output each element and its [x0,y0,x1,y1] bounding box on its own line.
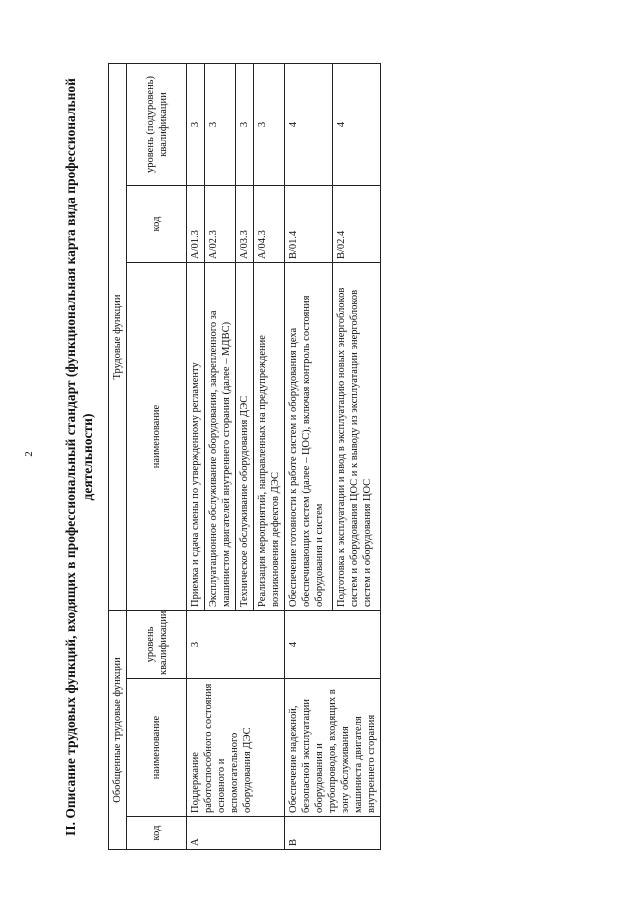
function-code: A/03.3 [236,186,254,263]
page-number: 2 [22,451,35,457]
function-level: 4 [285,63,333,185]
header-generalized: Обобщенные трудовые функции [109,611,127,850]
header-name: наименование [127,679,187,817]
function-name: Обеспечение готовности к работе систем и оборудования цеха обеспечивающих систем (далее – ЦОС), включая контроль состояния оборудования и систем [285,263,333,611]
header-function-name: наименование [127,263,187,611]
function-level: 3 [205,63,236,185]
group-level: 3 [187,611,285,679]
functional-map-table [108,63,381,850]
table-row [285,63,333,849]
header-code: код [127,817,187,850]
function-level: 4 [333,63,381,185]
function-level: 3 [254,63,285,185]
rotated-content [62,64,582,850]
function-code: B/01.4 [285,186,333,263]
function-code: A/04.3 [254,186,285,263]
function-name: Приемка и сдача смены по утвержденному регламенту [187,263,205,611]
function-name: Эксплуатационное обслуживание оборудования, закрепленного за машинистом двигателей внутреннего сгорания (далее – МДВС) [205,263,236,611]
header-level: уровень квалификации [127,611,187,679]
function-level: 3 [236,63,254,185]
table-row [187,63,205,849]
function-level: 3 [187,63,205,185]
header-sublevel: уровень (подуровень) квалификации [127,63,187,185]
group-code: B [285,817,381,850]
function-code: A/01.3 [187,186,205,263]
group-level: 4 [285,611,381,679]
function-name: Подготовка к эксплуатации и ввод в эксплуатацию новых энергоблоков систем и оборудования ЦОС и к выводу из эксплуатации энергоблоков систем и оборудования ЦОС [333,263,381,611]
function-name: Техническое обслуживание оборудования ДЭС [236,263,254,611]
function-code: B/02.4 [333,186,381,263]
section-title: II. Описание трудовых функций, входящих в профессиональный стандарт (функциональная карта вида профессиональной деятельности) [63,78,95,836]
header-functions: Трудовые функции [109,63,127,610]
group-code: A [187,817,285,850]
header-function-code: код [127,186,187,263]
group-name: Поддержание работоспособного состояния основного и вспомогательного оборудования ДЭС [187,679,285,817]
function-code: A/02.3 [205,186,236,263]
function-name: Реализация мероприятий, направленных на предупреждение возникновения дефектов ДЭС [254,263,285,611]
group-name: Обеспечение надежной, безопасной эксплуатации оборудования и трубопроводов, входящих в зону обслуживания машиниста двигателя внутреннего сгорания [285,679,381,817]
